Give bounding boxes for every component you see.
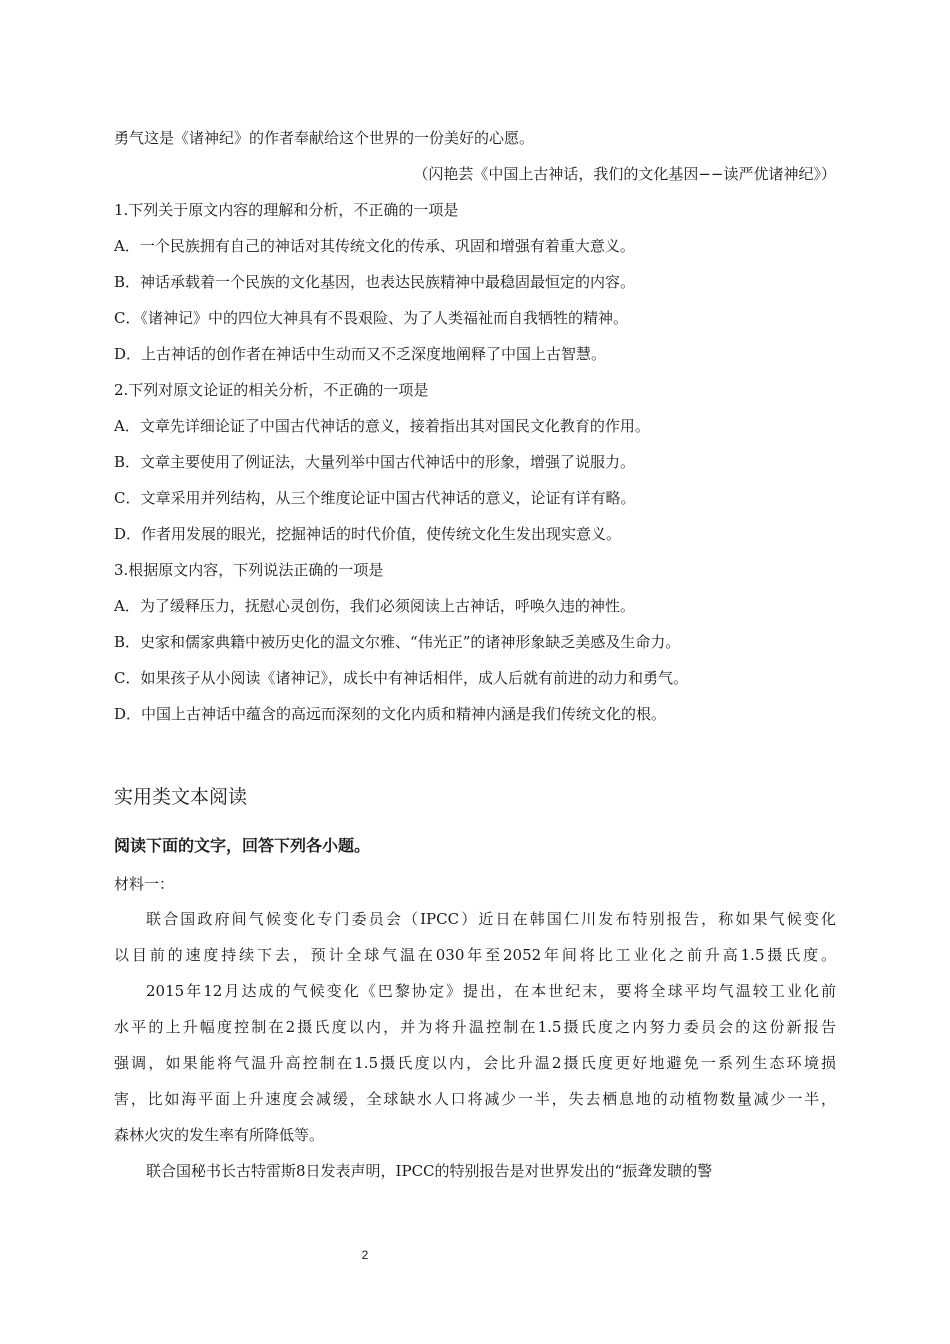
question-2-option-d: D．作者用发展的眼光，挖掘神话的时代价值，使传统文化生发出现实意义。 (114, 525, 622, 543)
section-title: 实用类文本阅读 (114, 786, 248, 808)
material-paragraph-2-line-5: 森林火灾的发生率有所降低等。 (114, 1126, 325, 1144)
question-3-option-a: A．为了缓释压力，抚慰心灵创伤，我们必须阅读上古神话，呼唤久违的神性。 (114, 597, 635, 615)
question-3-option-d: D．中国上古神话中蕴含的高远而深刻的文化内质和精神内涵是我们传统文化的根。 (114, 705, 667, 723)
question-2-option-b: B．文章主要使用了例证法，大量列举中国古代神话中的形象，增强了说服力。 (114, 453, 636, 471)
material-paragraph-2-line-4: 害，比如海平面上升速度会减缓，全球缺水人口将减少一半，失去栖息地的动植物数量减少一半， (114, 1090, 836, 1108)
question-1-option-c: C．《诸神记》中的四位大神具有不畏艰险、为了人类福祉而自我牺牲的精神。 (114, 309, 628, 327)
question-2-option-a: A．文章先详细论证了中国古代神话的意义，接着指出其对国民文化教育的作用。 (114, 417, 650, 435)
question-1-option-a: A．一个民族拥有自己的神话对其传统文化的传承、巩固和增强有着重大意义。 (114, 237, 635, 255)
material-paragraph-1-line-2: 以目前的速度持续下去，预计全球气温在030年至2052年间将比工业化之前升高1.5摄氏度。 (114, 946, 836, 964)
question-1-option-d: D．上古神话的创作者在神话中生动而又不乏深度地阐释了中国上古智慧。 (114, 345, 607, 363)
question-2-option-c: C．文章采用并列结构，从三个维度论证中国古代神话的意义，论证有详有略。 (114, 489, 636, 507)
question-1-stem: 1.下列关于原文内容的理解和分析，不正确的一项是 (114, 201, 459, 219)
question-3-option-b: B．史家和儒家典籍中被历史化的温文尔雅、“伟光正”的诸神形象缺乏美感及生命力。 (114, 633, 681, 651)
material-label: 材料一： (114, 875, 175, 893)
question-3-stem: 3.根据原文内容，下列说法正确的一项是 (114, 561, 384, 579)
material-paragraph-2-line-2: 水平的上升幅度控制在2摄氏度以内，并为将升温控制在1.5摄氏度之内努力委员会的这份新报告 (114, 1018, 836, 1036)
reading-instruction: 阅读下面的文字，回答下列各小题。 (114, 836, 371, 855)
material-paragraph-2-line-3: 强调，如果能将气温升高控制在1.5摄氏度以内，会比升温2摄氏度更好地避免一系列生态环境损 (114, 1054, 836, 1072)
passage-closing-line: 勇气这是《诸神纪》的作者奉献给这个世界的一份美好的心愿。 (114, 129, 535, 147)
page-number: 2 (361, 1248, 369, 1262)
material-paragraph-2-line-1: 2015年12月达成的气候变化《巴黎协定》提出，在本世纪末，要将全球平均气温较工业化前 (146, 982, 836, 1000)
question-2-stem: 2.下列对原文论证的相关分析，不正确的一项是 (114, 381, 429, 399)
question-3-option-c: C．如果孩子从小阅读《诸神记》，成长中有神话相伴，成人后就有前进的动力和勇气。 (114, 669, 688, 687)
material-paragraph-1-line-1: 联合国政府间气候变化专门委员会（IPCC）近日在韩国仁川发布特别报告，称如果气候变化 (146, 910, 836, 928)
question-1-option-b: B．神话承载着一个民族的文化基因，也表达民族精神中最稳固最恒定的内容。 (114, 273, 636, 291)
passage-source-citation: （闪艳芸《中国上古神话，我们的文化基因−−读严优诸神纪》） (413, 165, 836, 183)
material-paragraph-3-line-1: 联合国秘书长古特雷斯8日发表声明，IPCC的特别报告是对世界发出的“振聋发聩的警 (146, 1162, 713, 1180)
